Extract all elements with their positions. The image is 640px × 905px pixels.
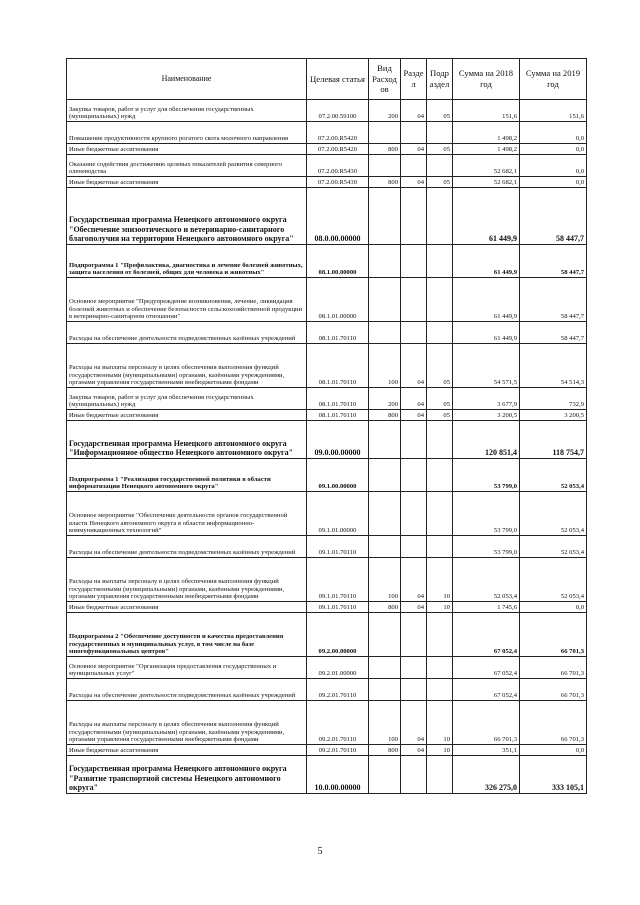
cell-sum-2018: 120 851,4: [453, 421, 520, 459]
cell-subsection: 10: [427, 558, 453, 602]
cell-sum-2018: 52 682,1: [453, 155, 520, 177]
cell-sum-2019: 0,0: [520, 177, 587, 188]
cell-subsection: [427, 188, 453, 245]
cell-section: 04: [401, 344, 427, 388]
cell-expense-type: [369, 278, 401, 322]
cell-section: [401, 679, 427, 701]
cell-expense-type: 100: [369, 701, 401, 745]
cell-subsection: 05: [427, 177, 453, 188]
cell-sum-2018: 1 745,6: [453, 602, 520, 613]
cell-expense-type: 200: [369, 100, 401, 122]
table-row: [67, 701, 587, 745]
cell-sum-2019: 52 053,4: [520, 492, 587, 536]
cell-target-article: 07.2.00.R5430: [307, 177, 369, 188]
cell-subsection: 10: [427, 602, 453, 613]
cell-name: Расходы на выплаты персоналу в целях обеспечения выполнения функций государственными (муниципальными) органами, казёнными учреждениями, органами управления государственными внебюджетными фондами: [67, 701, 307, 745]
cell-expense-type: [369, 122, 401, 144]
cell-sum-2018: 61 449,9: [453, 188, 520, 245]
cell-name: Подпрограмма 1 "Профилактика, диагностика и лечение болезней животных, защита населения от болезней, общих для человека и животных": [67, 245, 307, 278]
cell-target-article: 07.2.00.59100: [307, 100, 369, 122]
table-row: [67, 536, 587, 558]
cell-target-article: 08.1.01.70110: [307, 410, 369, 421]
cell-sum-2018: 3 677,9: [453, 388, 520, 410]
cell-subsection: [427, 492, 453, 536]
cell-subsection: 05: [427, 100, 453, 122]
header-target-article: Целевая статья: [307, 59, 369, 100]
subprogram-row: [67, 459, 587, 492]
cell-sum-2018: 52 053,4: [453, 558, 520, 602]
cell-target-article: 09.1.01.70110: [307, 536, 369, 558]
table-row: [67, 278, 587, 322]
table-row: [67, 100, 587, 122]
cell-section: 04: [401, 144, 427, 155]
cell-sum-2019: 0,0: [520, 144, 587, 155]
cell-section: [401, 536, 427, 558]
cell-target-article: 09.2.01.00000: [307, 657, 369, 679]
cell-name: Расходы на обеспечение деятельности подведомственных казённых учреждений: [67, 679, 307, 701]
header-sum-2019: Сумма на 2019 год: [520, 59, 587, 100]
cell-subsection: [427, 679, 453, 701]
cell-expense-type: [369, 245, 401, 278]
cell-target-article: 10.0.00.00000: [307, 756, 369, 794]
cell-target-article: 08.1.00.00000: [307, 245, 369, 278]
cell-target-article: 09.2.01.70110: [307, 679, 369, 701]
cell-sum-2018: 151,6: [453, 100, 520, 122]
cell-section: [401, 245, 427, 278]
table-row: [67, 602, 587, 613]
cell-section: [401, 421, 427, 459]
table-row: [67, 144, 587, 155]
program-row: [67, 188, 587, 245]
cell-name: Расходы на выплаты персоналу в целях обеспечения выполнения функций государственными (муниципальными) органами, казёнными учреждениями, органами управления государственными внебюджетными фондами: [67, 558, 307, 602]
cell-expense-type: [369, 679, 401, 701]
cell-expense-type: [369, 657, 401, 679]
program-row: [67, 756, 587, 794]
cell-name: Государственная программа Ненецкого автономного округа "Информационное общество Ненецкого автономного округа": [67, 421, 307, 459]
cell-expense-type: 100: [369, 558, 401, 602]
program-row: [67, 421, 587, 459]
cell-expense-type: [369, 459, 401, 492]
cell-subsection: [427, 155, 453, 177]
cell-section: 04: [401, 100, 427, 122]
cell-name: Подпрограмма 1 "Реализация государственной политики в области информатизации Ненецкого автономного округа": [67, 459, 307, 492]
cell-sum-2019: 3 200,5: [520, 410, 587, 421]
cell-expense-type: [369, 188, 401, 245]
cell-subsection: [427, 459, 453, 492]
cell-sum-2018: 67 052,4: [453, 613, 520, 657]
cell-section: [401, 459, 427, 492]
cell-sum-2018: 61 449,9: [453, 278, 520, 322]
header-expense-type: Вид Расход ов: [369, 59, 401, 100]
cell-target-article: 07.2.00.R5420: [307, 122, 369, 144]
cell-name: Расходы на обеспечение деятельности подведомственных казённых учреждений: [67, 322, 307, 344]
cell-sum-2019: 732,9: [520, 388, 587, 410]
cell-section: 04: [401, 177, 427, 188]
cell-sum-2018: 1 498,2: [453, 122, 520, 144]
cell-section: 04: [401, 745, 427, 756]
cell-target-article: 08.0.00.00000: [307, 188, 369, 245]
cell-target-article: 09.2.01.70110: [307, 701, 369, 745]
cell-expense-type: 100: [369, 344, 401, 388]
cell-expense-type: [369, 613, 401, 657]
cell-name: Закупка товаров, работ и услуг для обеспечения государственных (муниципальных) нужд: [67, 100, 307, 122]
cell-subsection: [427, 322, 453, 344]
cell-name: Иные бюджетные ассигнования: [67, 177, 307, 188]
cell-section: 04: [401, 388, 427, 410]
cell-target-article: 08.1.01.00000: [307, 278, 369, 322]
cell-sum-2019: 0,0: [520, 122, 587, 144]
cell-section: 04: [401, 410, 427, 421]
cell-section: [401, 278, 427, 322]
cell-target-article: 07.2.00.R5430: [307, 155, 369, 177]
cell-sum-2018: 61 449,9: [453, 322, 520, 344]
cell-expense-type: 800: [369, 602, 401, 613]
cell-target-article: 08.1.01.70110: [307, 344, 369, 388]
cell-sum-2019: 66 701,3: [520, 701, 587, 745]
cell-subsection: 10: [427, 701, 453, 745]
cell-sum-2019: 58 447,7: [520, 245, 587, 278]
cell-sum-2018: 67 052,4: [453, 657, 520, 679]
cell-sum-2019: 52 053,4: [520, 536, 587, 558]
cell-expense-type: 800: [369, 410, 401, 421]
cell-sum-2019: 66 701,3: [520, 679, 587, 701]
cell-sum-2019: 52 053,4: [520, 558, 587, 602]
table-row: [67, 657, 587, 679]
cell-target-article: 09.1.01.00000: [307, 492, 369, 536]
table-header-row: [67, 59, 587, 100]
cell-sum-2019: 58 447,7: [520, 188, 587, 245]
cell-expense-type: [369, 322, 401, 344]
budget-table: [66, 58, 587, 794]
cell-target-article: 09.1.01.70110: [307, 602, 369, 613]
table-row: [67, 410, 587, 421]
cell-name: Расходы на обеспечение деятельности подведомственных казённых учреждений: [67, 536, 307, 558]
cell-section: [401, 322, 427, 344]
cell-name: Основное мероприятие "Обеспечение деятельности органов государственной власти Ненецкого автономного округа в области информационно-коммуникационных технологий": [67, 492, 307, 536]
cell-sum-2018: 53 799,0: [453, 536, 520, 558]
cell-name: Иные бюджетные ассигнования: [67, 602, 307, 613]
cell-sum-2019: 0,0: [520, 155, 587, 177]
cell-name: Государственная программа Ненецкого автономного округа "Развитие транспортной системы Ненецкого автономного округа": [67, 756, 307, 794]
cell-target-article: 09.2.00.00000: [307, 613, 369, 657]
cell-name: Иные бюджетные ассигнования: [67, 144, 307, 155]
cell-sum-2019: 58 447,7: [520, 278, 587, 322]
cell-subsection: [427, 421, 453, 459]
cell-sum-2019: 333 105,1: [520, 756, 587, 794]
cell-sum-2018: 3 200,5: [453, 410, 520, 421]
table-row: [67, 679, 587, 701]
cell-sum-2018: 351,1: [453, 745, 520, 756]
cell-sum-2018: 67 052,4: [453, 679, 520, 701]
cell-subsection: [427, 756, 453, 794]
cell-name: Подпрограмма 2 "Обеспечение доступности и качества предоставления государственных и муниципальных услуг, в том числе на базе многофункциональных центров": [67, 613, 307, 657]
cell-sum-2018: 53 799,0: [453, 492, 520, 536]
cell-subsection: 10: [427, 745, 453, 756]
cell-target-article: 08.1.01.70110: [307, 388, 369, 410]
header-section: Разде л: [401, 59, 427, 100]
table-row: [67, 322, 587, 344]
cell-expense-type: [369, 421, 401, 459]
cell-sum-2018: 52 682,1: [453, 177, 520, 188]
cell-sum-2018: 53 799,0: [453, 459, 520, 492]
cell-target-article: 09.2.01.70110: [307, 745, 369, 756]
cell-sum-2018: 326 275,0: [453, 756, 520, 794]
cell-name: Иные бюджетные ассигнования: [67, 745, 307, 756]
table-row: [67, 344, 587, 388]
cell-subsection: [427, 245, 453, 278]
cell-sum-2019: 151,6: [520, 100, 587, 122]
cell-subsection: [427, 278, 453, 322]
cell-section: 04: [401, 602, 427, 613]
cell-subsection: 05: [427, 410, 453, 421]
cell-section: [401, 155, 427, 177]
cell-sum-2019: 54 514,3: [520, 344, 587, 388]
cell-subsection: 05: [427, 388, 453, 410]
cell-sum-2019: 0,0: [520, 602, 587, 613]
cell-name: Закупка товаров, работ и услуг для обеспечения государственных (муниципальных) нужд: [67, 388, 307, 410]
cell-target-article: 09.1.01.70110: [307, 558, 369, 602]
header-name: Наименование: [67, 59, 307, 100]
table-body: [67, 100, 587, 794]
cell-name: Повышение продуктивности крупного рогатого скота молочного направления: [67, 122, 307, 144]
cell-expense-type: 200: [369, 388, 401, 410]
cell-section: 04: [401, 558, 427, 602]
cell-name: Государственная программа Ненецкого автономного округа "Обеспечение эпизоотического и ветеринарно-санитарного благополучия на территории Ненецкого автономного округа": [67, 188, 307, 245]
cell-sum-2018: 54 571,5: [453, 344, 520, 388]
cell-sum-2018: 61 449,9: [453, 245, 520, 278]
table-row: [67, 122, 587, 144]
cell-subsection: [427, 536, 453, 558]
cell-subsection: 05: [427, 344, 453, 388]
cell-sum-2019: 118 754,7: [520, 421, 587, 459]
cell-expense-type: [369, 756, 401, 794]
cell-name: Основное мероприятие "Организация предоставления государственных и муниципальных услуг": [67, 657, 307, 679]
header-subsection: Подр аздел: [427, 59, 453, 100]
cell-sum-2018: 1 498,2: [453, 144, 520, 155]
cell-target-article: 07.2.00.R5420: [307, 144, 369, 155]
cell-sum-2019: 66 701,3: [520, 657, 587, 679]
cell-expense-type: 800: [369, 144, 401, 155]
cell-section: [401, 657, 427, 679]
table-row: [67, 745, 587, 756]
cell-expense-type: 800: [369, 177, 401, 188]
cell-sum-2019: 66 701,3: [520, 613, 587, 657]
cell-name: Расходы на выплаты персоналу в целях обеспечения выполнения функций государственными (муниципальными) органами, казёнными учреждениями, органами управления государственными внебюджетными фондами: [67, 344, 307, 388]
cell-expense-type: 800: [369, 745, 401, 756]
cell-section: [401, 122, 427, 144]
cell-subsection: 05: [427, 144, 453, 155]
table-row: [67, 388, 587, 410]
cell-expense-type: [369, 492, 401, 536]
cell-name: Оказание содействия достижению целевых показателей развития северного оленеводства: [67, 155, 307, 177]
cell-section: [401, 492, 427, 536]
cell-sum-2019: 58 447,7: [520, 322, 587, 344]
table-row: [67, 558, 587, 602]
table-row: [67, 492, 587, 536]
page-number: 5: [317, 846, 323, 857]
cell-section: 04: [401, 701, 427, 745]
table-row: [67, 177, 587, 188]
header-sum-2018: Сумма на 2018 год: [453, 59, 520, 100]
cell-name: Основное мероприятие "Предупреждение возникновения, лечение, ликвидация болезней животных и обеспечение безопасности сельскохозяйственной продукции в ветеринарно-санитарном отношении": [67, 278, 307, 322]
cell-section: [401, 756, 427, 794]
cell-expense-type: [369, 536, 401, 558]
cell-expense-type: [369, 155, 401, 177]
subprogram-row: [67, 245, 587, 278]
subprogram-row: [67, 613, 587, 657]
table-row: [67, 155, 587, 177]
cell-subsection: [427, 613, 453, 657]
cell-section: [401, 188, 427, 245]
cell-target-article: 08.1.01.70110: [307, 322, 369, 344]
cell-target-article: 09.1.00.00000: [307, 459, 369, 492]
cell-sum-2019: 52 053,4: [520, 459, 587, 492]
cell-sum-2019: 0,0: [520, 745, 587, 756]
cell-section: [401, 613, 427, 657]
cell-subsection: [427, 657, 453, 679]
cell-target-article: 09.0.00.00000: [307, 421, 369, 459]
cell-subsection: [427, 122, 453, 144]
cell-name: Иные бюджетные ассигнования: [67, 410, 307, 421]
cell-sum-2018: 66 701,3: [453, 701, 520, 745]
